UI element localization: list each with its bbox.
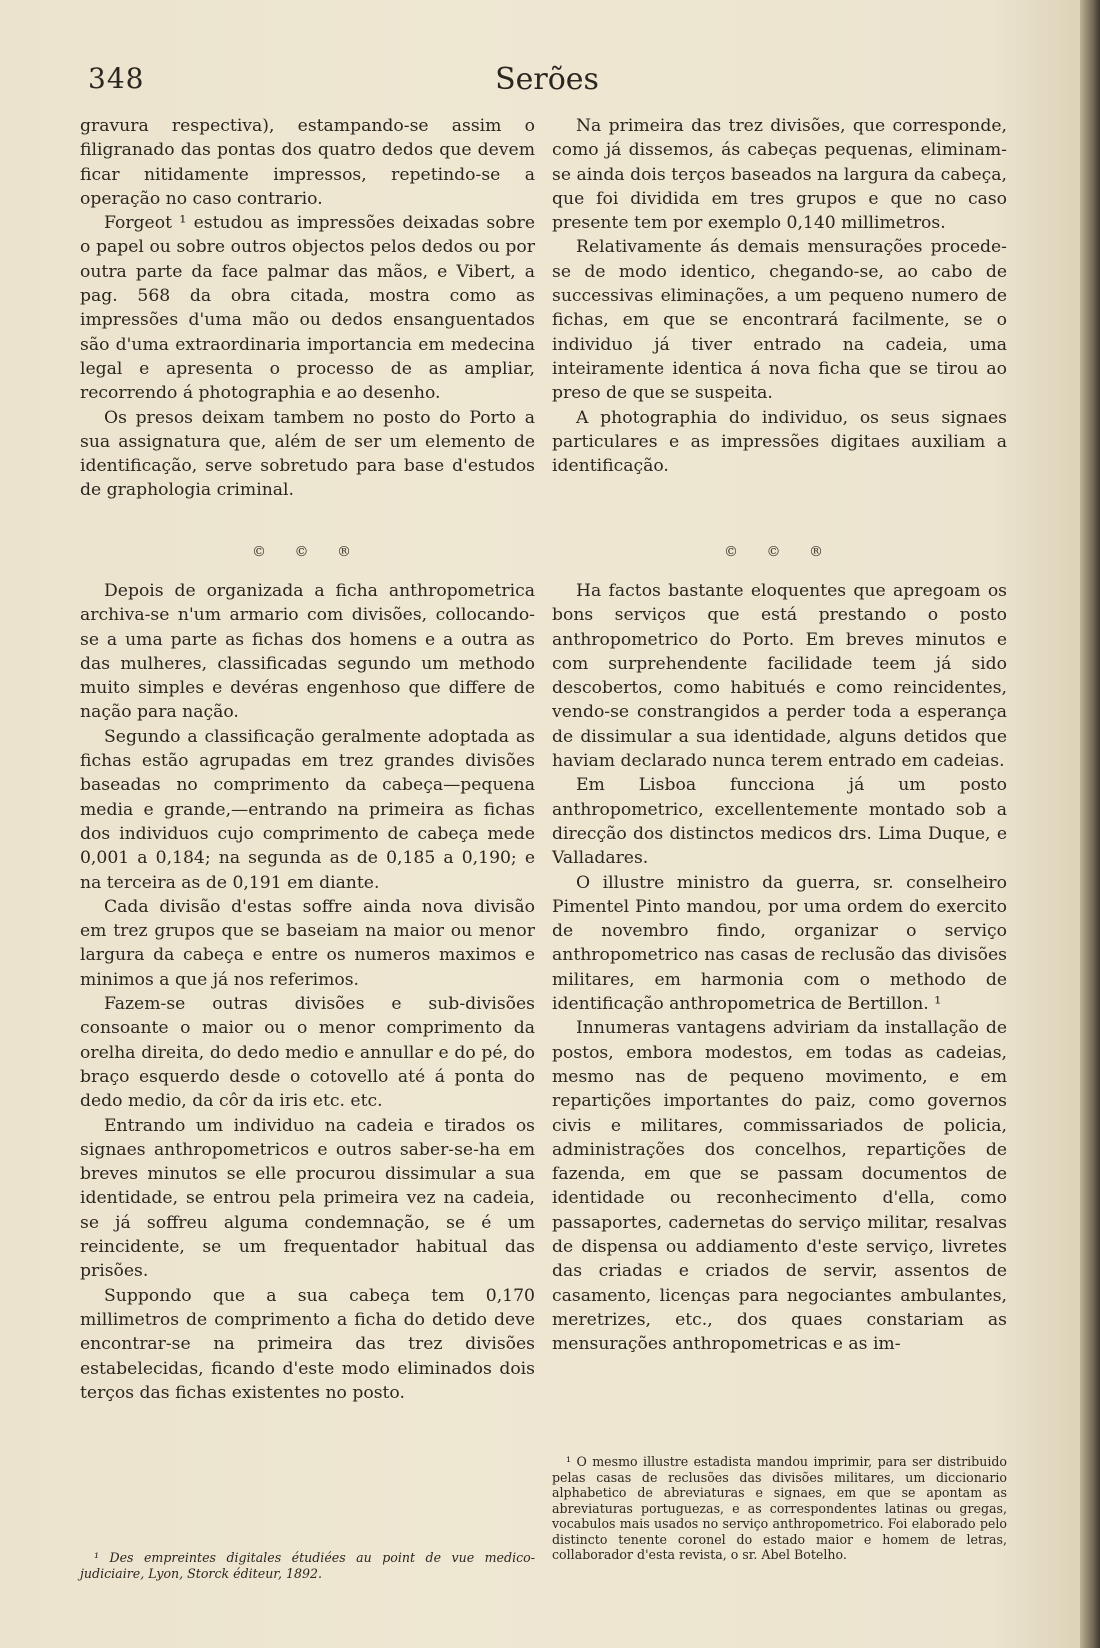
paragraph: A photographia do individuo, os seus signaes particulares e as impressões digitaes auxiliam a identificação. — [552, 407, 1007, 477]
paragraph: Em Lisboa funcciona já um posto anthropometrico, excellentemente montado sob a direcção dos distinctos medicos drs. Lima Duque, e Valladares. — [552, 775, 1007, 869]
book-spine-shadow — [1080, 0, 1100, 1648]
section-ornament: © © ® — [724, 544, 835, 560]
running-title: Serões — [495, 62, 599, 97]
paragraph: gravura respectiva), estampando-se assim o filigranado das pontas dos quatro dedos que devem ficar nitidamente impressos, repetindo-se a operação no caso contrario. — [80, 116, 535, 209]
right-top-section — [552, 114, 1007, 478]
right-bottom-section — [552, 579, 1007, 1357]
left-bottom-section — [80, 579, 535, 1405]
paragraph: Innumeras vantagens adviriam da installação de postos, embora modestos, em todas as cadeias, mesmo nas de pequeno movimento, e em repartições importantes do paiz, como governos civis e militares, commissariados de policia, administrações dos concelhos, repartições de fazenda, em que se passam documentos de identidade ou reconhecimento d'ella, como passaportes, cadernetas do serviço militar, resalvas de dispensa ou addiamento d'este serviço, livretes das criadas e criados de servir, assentos de casamento, licenças para negociantes ambulantes, meretrizes, etc., dos quaes constariam as mensurações anthropometricas e as im- — [552, 1018, 1007, 1355]
paragraph: Ha factos bastante eloquentes que apregoam os bons serviços que está prestando o posto anthropometrico do Porto. Em breves minutos e com surprehendente facilidade teem já sido descobertos, como habitués e como reincidentes, vendo-se constrangidos a perder toda a esperança de dissimular a sua identidade, alguns detidos que haviam declarado nunca terem entrado em cadeias. — [552, 581, 1007, 772]
paragraph: Suppondo que a sua cabeça tem 0,170 millimetros de comprimento a ficha do detido deve encontrar-se na primeira das trez divisões estabelecidas, ficando d'este modo eliminados dois terços das fichas existentes no posto. — [80, 1285, 535, 1403]
paragraph: Fazem-se outras divisões e sub-divisões consoante o maior ou o menor comprimento da orelha direita, do dedo medio e annullar e do pé, do braço esquerdo desde o cotovello até á ponta do dedo medio, da côr da iris etc. etc. — [80, 994, 535, 1112]
paragraph: Na primeira das trez divisões, que corresponde, como já dissemos, ás cabeças pequenas, eliminam-se ainda dois terços baseados na largura da cabeça, que foi dividida em tres grupos e que no caso presente tem por exemplo 0,140 millimetros. — [552, 116, 1007, 234]
paragraph: Os presos deixam tambem no posto do Porto a sua assignatura que, além de ser um elemento de identificação, serve sobretudo para base d'estudos de graphologia criminal. — [80, 407, 535, 501]
paragraph: Cada divisão d'estas soffre ainda nova divisão em trez grupos que se baseiam na maior ou menor largura da cabeça e entre os numeros maximos e minimos a que já nos referimos. — [80, 896, 535, 990]
left-top-section — [80, 114, 535, 503]
right-footnote — [552, 1454, 1007, 1563]
section-ornament: © © ® — [252, 544, 363, 560]
left-footnote — [80, 1550, 535, 1581]
paragraph: O illustre ministro da guerra, sr. conselheiro Pimentel Pinto mandou, por uma ordem do exercito de novembro findo, organizar o serviço anthropometrico nas casas de reclusão das divisões militares, em harmonia com o methodo de identificação anthropometrica de Bertillon. ¹ — [552, 872, 1007, 1015]
footnote-text: ¹ Des empreintes digitales étudiées au point de vue medico-judiciaire, Lyon, Storck éditeur, 1892. — [80, 1550, 535, 1581]
page-number: 348 — [88, 62, 145, 95]
paragraph: Depois de organizada a ficha anthropometrica archiva-se n'um armario com divisões, collocando-se a uma parte as fichas dos homens e a outra as das mulheres, classificadas segundo um methodo muito simples e devéras engenhoso que differe de nação para nação. — [80, 581, 535, 723]
paragraph: Forgeot ¹ estudou as impressões deixadas sobre o papel ou sobre outros objectos pelos dedos ou por outra parte da face palmar das mãos, e Vibert, a pag. 568 da obra citada, mostra como as impressões d'uma mão ou dedos ensanguentados são d'uma extraordinaria importancia em medecina legal e apresenta o processo de as ampliar, recorrendo á photographia e ao desenho. — [80, 213, 535, 404]
paragraph: Segundo a classificação geralmente adoptada as fichas estão agrupadas em trez grandes divisões baseadas no comprimento da cabeça—pequena media e grande,—entrando na primeira as fichas dos individuos cujo comprimento de cabeça mede 0,001 a 0,184; na segunda as de 0,185 a 0,190; e na terceira as de 0,191 em diante. — [80, 726, 535, 893]
paragraph: Relativamente ás demais mensurações procede-se de modo identico, chegando-se, ao cabo de successivas eliminações, a um pequeno numero de fichas, em que se encontrará facilmente, se o individuo já tiver entrado na cadeia, uma inteiramente identica á nova ficha que se tirou ao preso de que se suspeita. — [552, 237, 1007, 404]
page-header — [88, 62, 1006, 102]
footnote-text: ¹ O mesmo illustre estadista mandou imprimir, para ser distribuido pelas casas de reclusões das divisões militares, um diccionario alphabetico de abreviaturas e signaes, em que se apontam as abreviaturas portuguezas, e as correspondentes latinas ou gregas, vocabulos mais usados no serviço anthropometrico. Foi elaborado pelo distincto tenente coronel do estado maior e homem de letras, collaborador d'esta revista, o sr. Abel Botelho. — [552, 1454, 1007, 1562]
paragraph: Entrando um individuo na cadeia e tirados os signaes anthropometricos e outros saber-se-ha em breves minutos se elle procurou dissimular a sua identidade, se entrou pela primeira vez na cadeia, se já soffreu alguma condemnação, se é um reincidente, se um frequentador habitual das prisões. — [80, 1115, 535, 1282]
